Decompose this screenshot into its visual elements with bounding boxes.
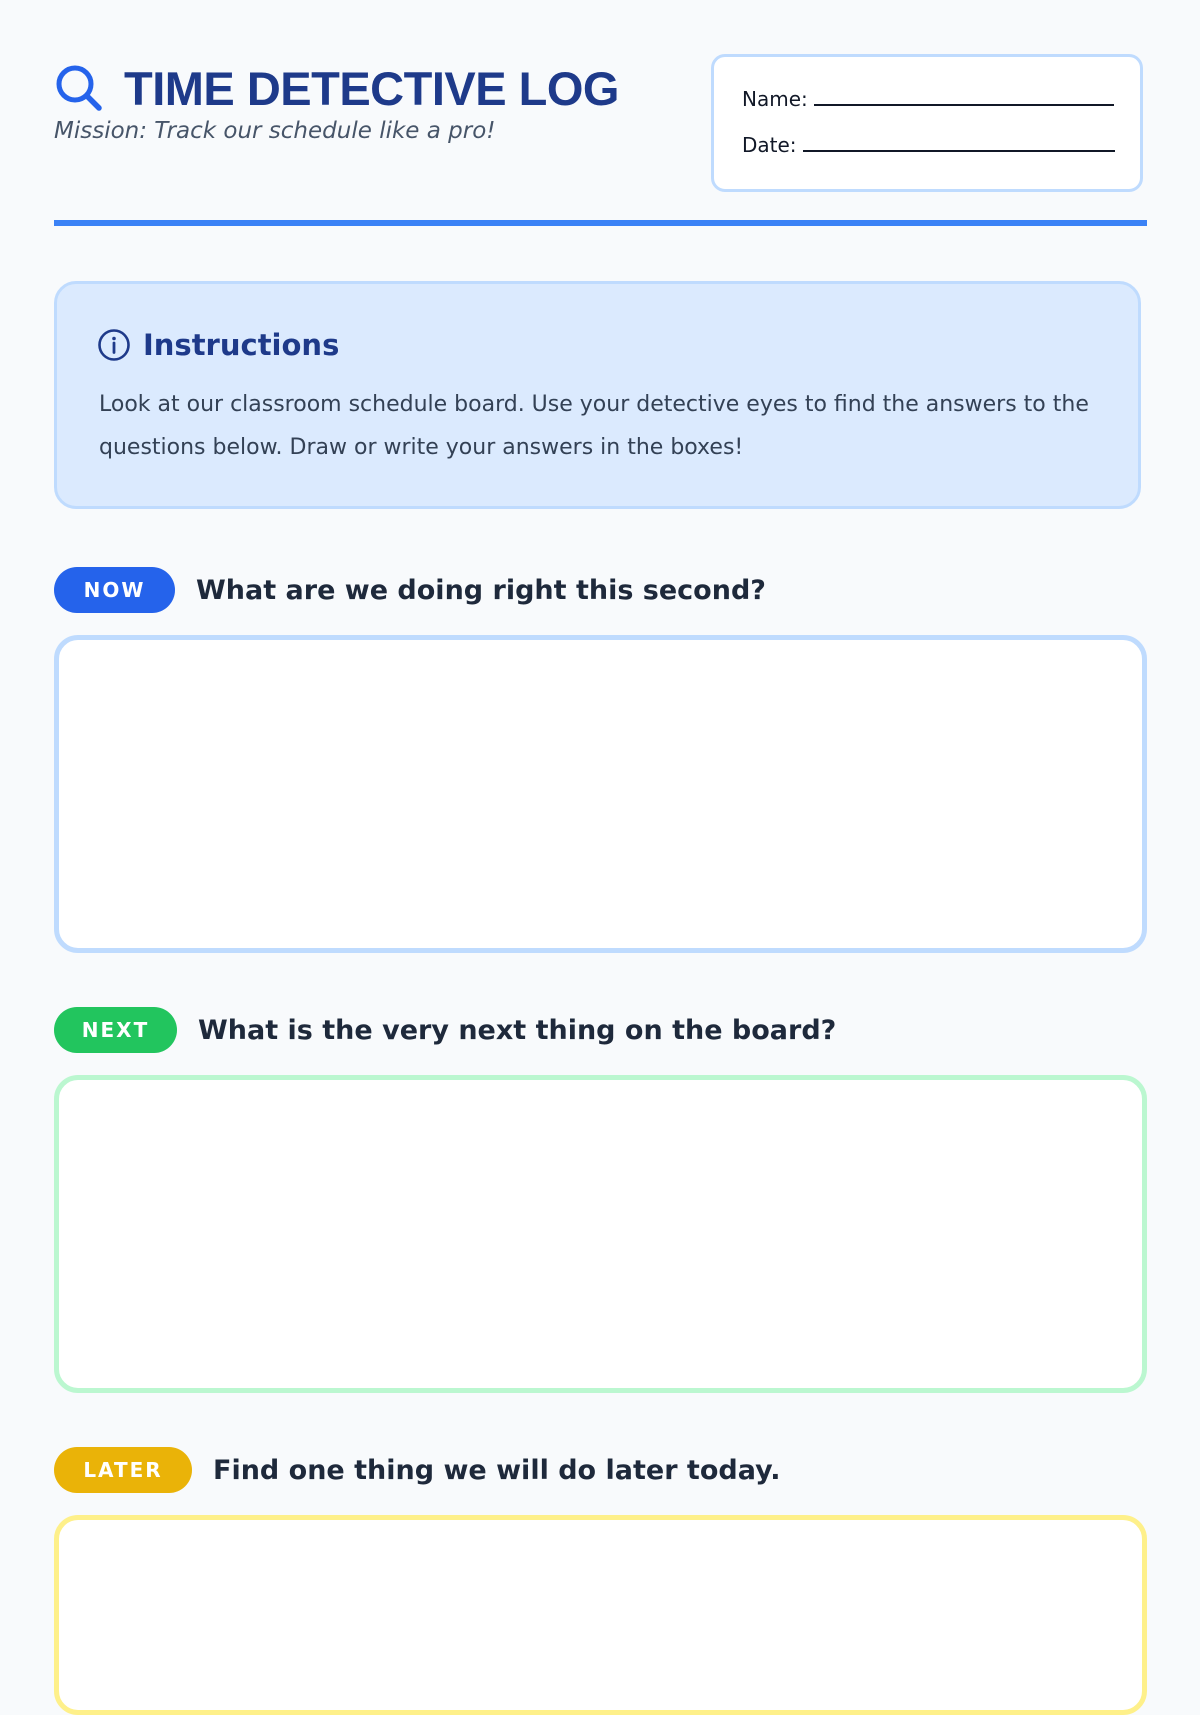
instructions-title: Instructions <box>143 328 340 362</box>
question-next-text: What is the very next thing on the board? <box>198 1014 837 1046</box>
name-label: Name: <box>742 87 808 111</box>
name-date-box <box>711 54 1143 192</box>
header-divider <box>54 220 1147 226</box>
question-next <box>54 1007 836 1053</box>
answer-box-next[interactable] <box>54 1075 1147 1393</box>
instructions-text: Look at our classroom schedule board. Use your detective eyes to find the answers to the questions below. Draw or write your answers in the boxes! <box>99 392 1089 460</box>
answer-box-now[interactable] <box>54 635 1147 953</box>
name-underline[interactable] <box>814 88 1114 106</box>
date-field[interactable] <box>742 133 1115 157</box>
answer-box-later[interactable] <box>54 1515 1147 1715</box>
date-underline[interactable] <box>803 134 1115 152</box>
page-title: TIME DETECTIVE LOG <box>124 61 619 115</box>
title-row <box>54 58 619 118</box>
instructions-heading <box>97 328 339 362</box>
question-now-text: What are we doing right this second? <box>196 574 766 606</box>
name-field[interactable] <box>742 87 1114 111</box>
info-icon <box>97 328 131 362</box>
page-subtitle: Mission: Track our schedule like a pro! <box>54 118 496 144</box>
question-later-text: Find one thing we will do later today. <box>213 1454 781 1486</box>
later-badge: LATER <box>54 1447 192 1493</box>
worksheet-header <box>54 54 1147 194</box>
worksheet-page <box>54 0 1147 1600</box>
date-label: Date: <box>742 133 797 157</box>
question-later <box>54 1447 780 1493</box>
question-now <box>54 567 766 613</box>
magnifying-glass-icon <box>54 63 104 113</box>
next-badge: NEXT <box>54 1007 177 1053</box>
instructions-panel <box>54 281 1141 509</box>
now-badge: NOW <box>54 567 175 613</box>
